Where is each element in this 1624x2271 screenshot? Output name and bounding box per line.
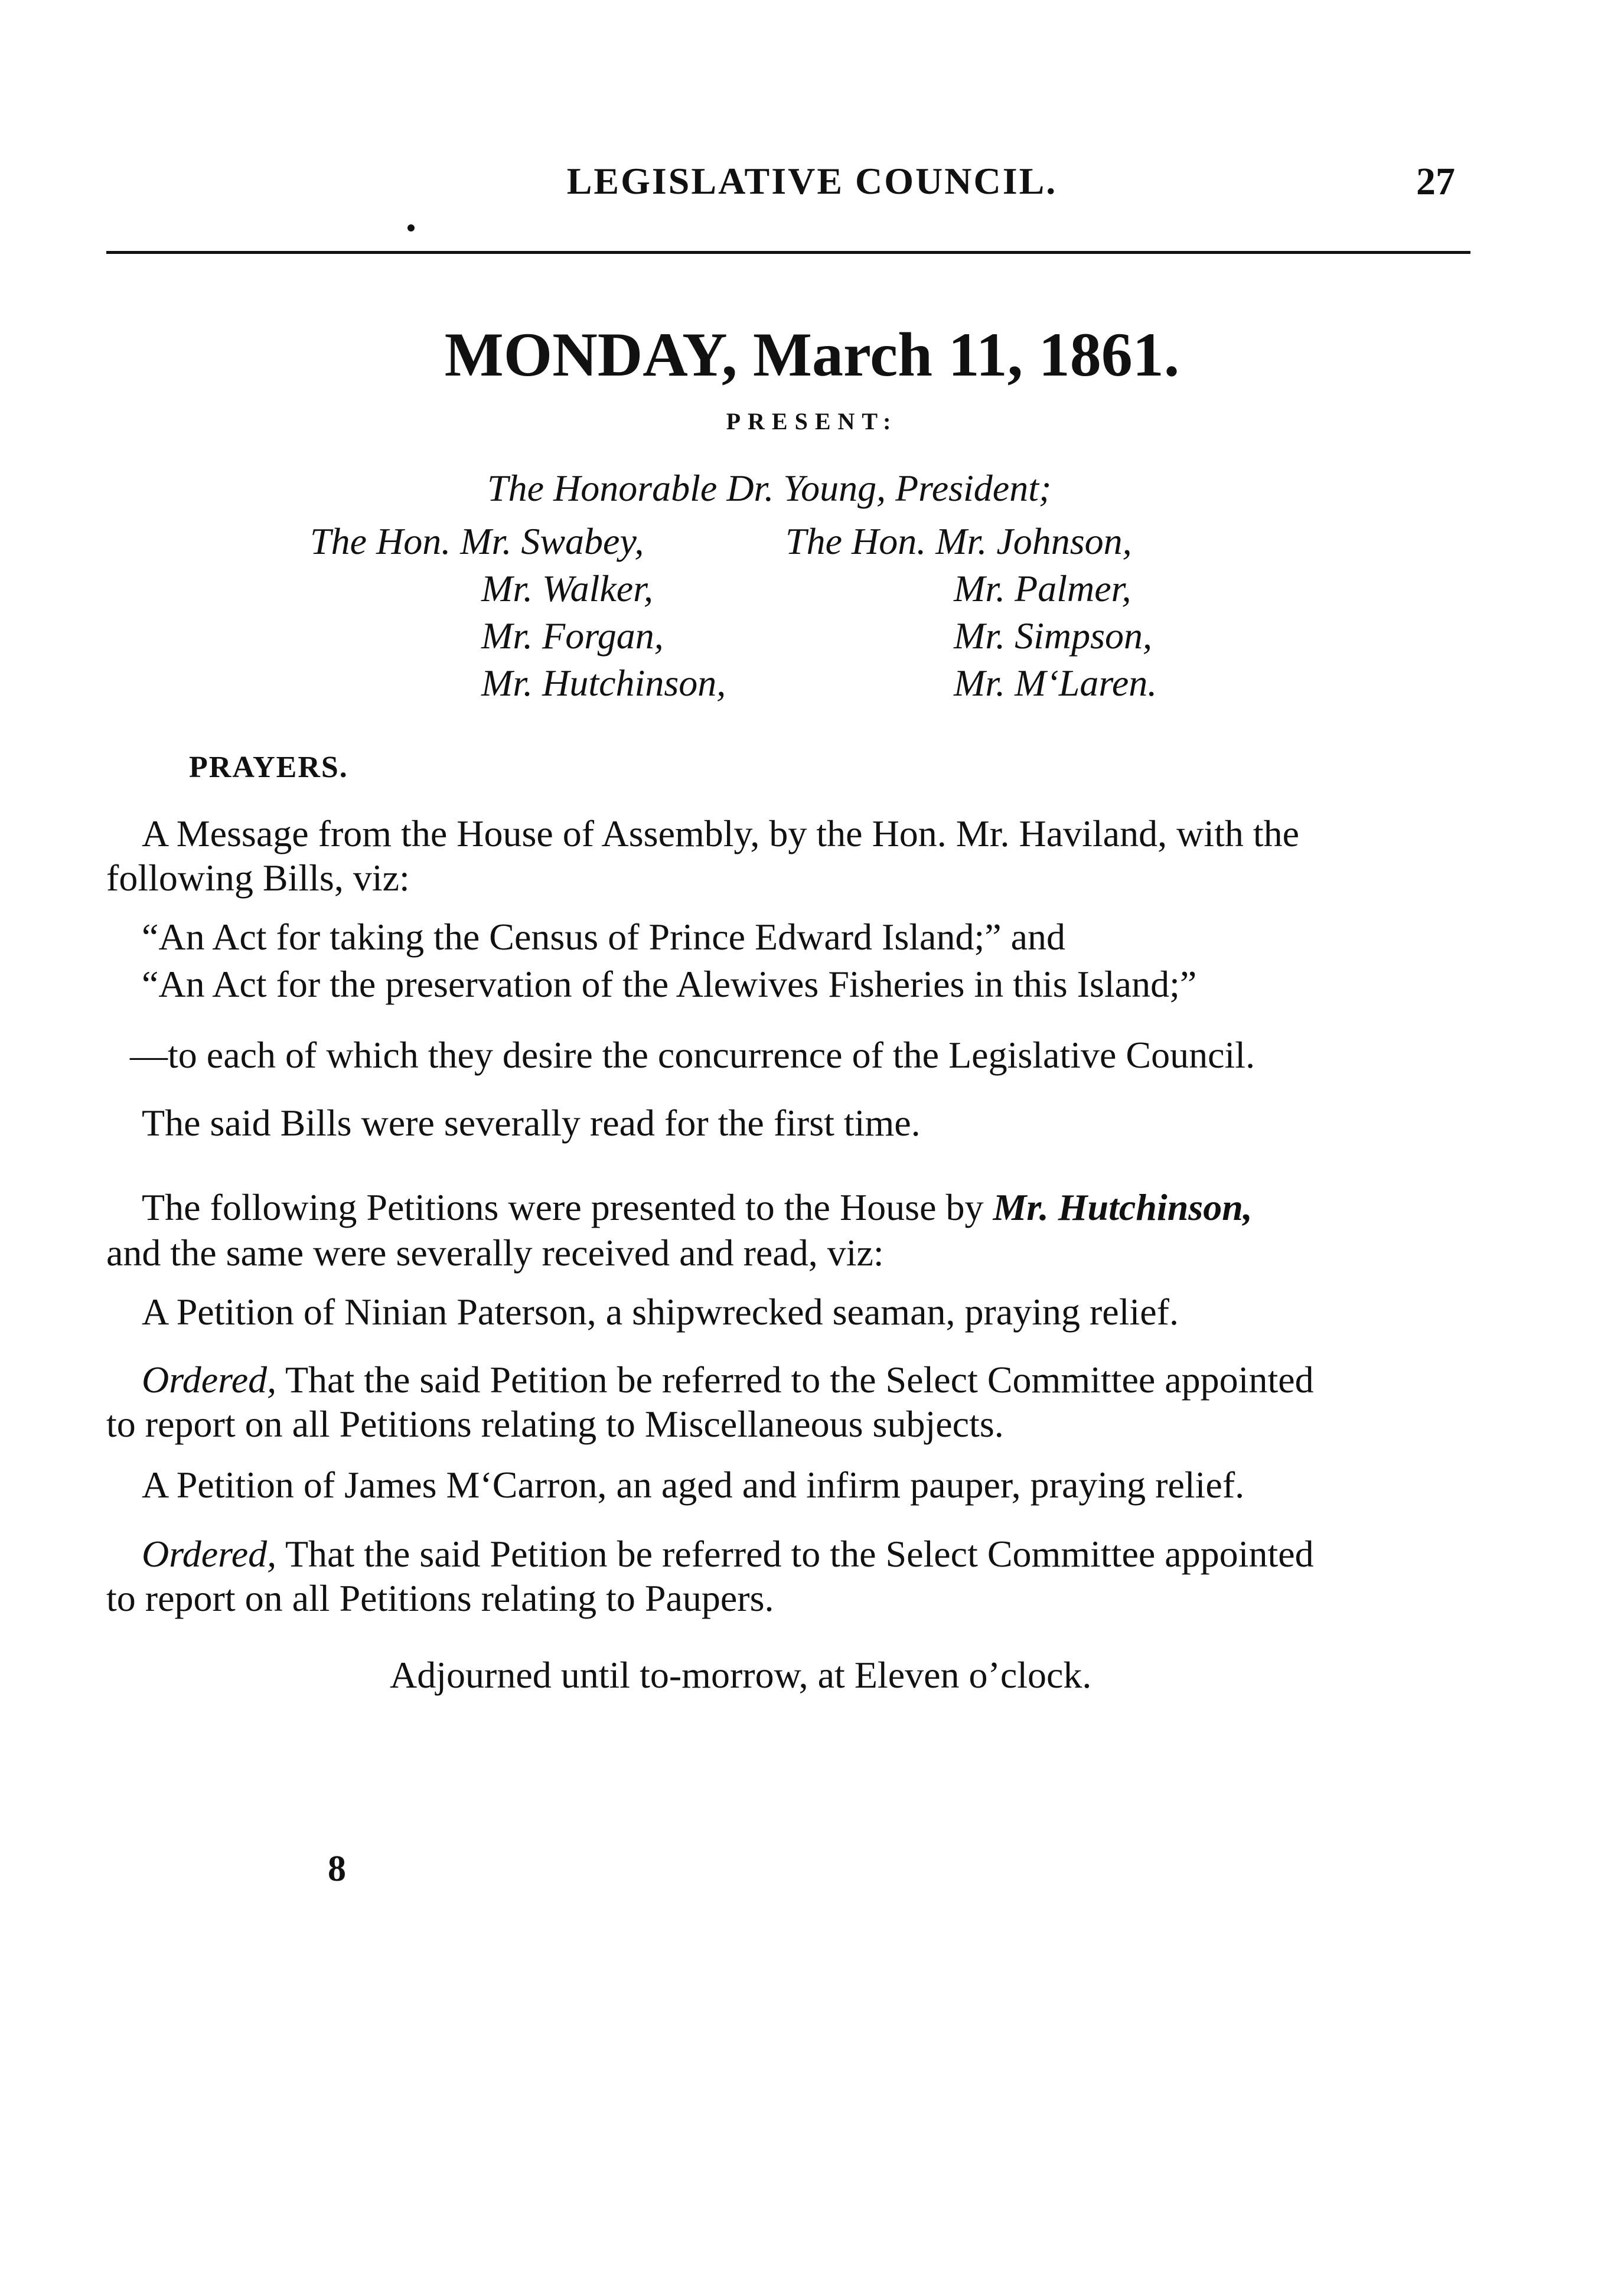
petitions-presenter: Mr. Hutchinson, — [993, 1186, 1253, 1228]
petition-paterson: A Petition of Ninian Paterson, a shipwrecked seaman, praying relief. — [142, 1291, 1179, 1333]
message-intro-line2: following Bills, viz: — [106, 857, 410, 899]
message-intro-line1: A Message from the House of Assembly, by the Hon. Mr. Haviland, with the — [142, 813, 1300, 854]
attendee-president: The Honorable Dr. Young, President; — [487, 467, 1052, 509]
order2-text: That the said Petition be referred to the Select Committee appointed — [285, 1533, 1314, 1575]
bill-alewives: “An Act for the preservation of the Alewives Fisheries in this Island;” — [142, 963, 1197, 1005]
petitions-intro-text: The following Petitions were presented to the House by — [142, 1186, 984, 1228]
signature-mark: 8 — [328, 1849, 346, 1889]
order1-text: That the said Petition be referred to the Select Committee appointed — [285, 1359, 1314, 1401]
prayers-label: PRAYERS. — [189, 751, 348, 784]
bill-census: “An Act for taking the Census of Prince Edward Island;” and — [142, 916, 1066, 958]
order1-line1 — [142, 1358, 1314, 1402]
adjournment-line: Adjourned until to-morrow, at Eleven o’clock. — [390, 1654, 1092, 1696]
petition-mccarron: A Petition of James M‘Carron, an aged and infirm pauper, praying relief. — [142, 1464, 1245, 1506]
date-heading: MONDAY, March 11, 1861. — [444, 320, 1180, 389]
header-rule — [106, 251, 1470, 254]
order2-ordered: Ordered, — [142, 1533, 277, 1575]
page-number: 27 — [1416, 160, 1455, 203]
order2-line1 — [142, 1532, 1314, 1576]
attendee-left-1: The Hon. Mr. Swabey, — [310, 520, 644, 562]
present-label: PRESENT: — [726, 408, 898, 435]
attendee-left-4: Mr. Hutchinson, — [481, 662, 726, 704]
attendee-left-3: Mr. Forgan, — [481, 615, 664, 657]
petitions-intro-line1 — [142, 1186, 1253, 1229]
order1-ordered: Ordered, — [142, 1359, 277, 1401]
attendee-right-1: The Hon. Mr. Johnson, — [785, 520, 1132, 562]
petitions-intro-line2: and the same were severally received and read, viz: — [106, 1232, 884, 1274]
attendee-right-2: Mr. Palmer, — [954, 567, 1131, 609]
attendee-left-2: Mr. Walker, — [481, 567, 653, 609]
first-reading-line: The said Bills were severally read for the first time. — [142, 1102, 921, 1144]
attendee-right-4: Mr. M‘Laren. — [954, 662, 1157, 704]
order1-line2: to report on all Petitions relating to Miscellaneous subjects. — [106, 1403, 1004, 1445]
header-dot — [407, 224, 415, 231]
order2-line2: to report on all Petitions relating to Paupers. — [106, 1577, 774, 1619]
concurrence-line: —to each of which they desire the concurrence of the Legislative Council. — [130, 1034, 1255, 1076]
attendee-right-3: Mr. Simpson, — [954, 615, 1153, 657]
running-head: LEGISLATIVE COUNCIL. — [566, 160, 1058, 202]
